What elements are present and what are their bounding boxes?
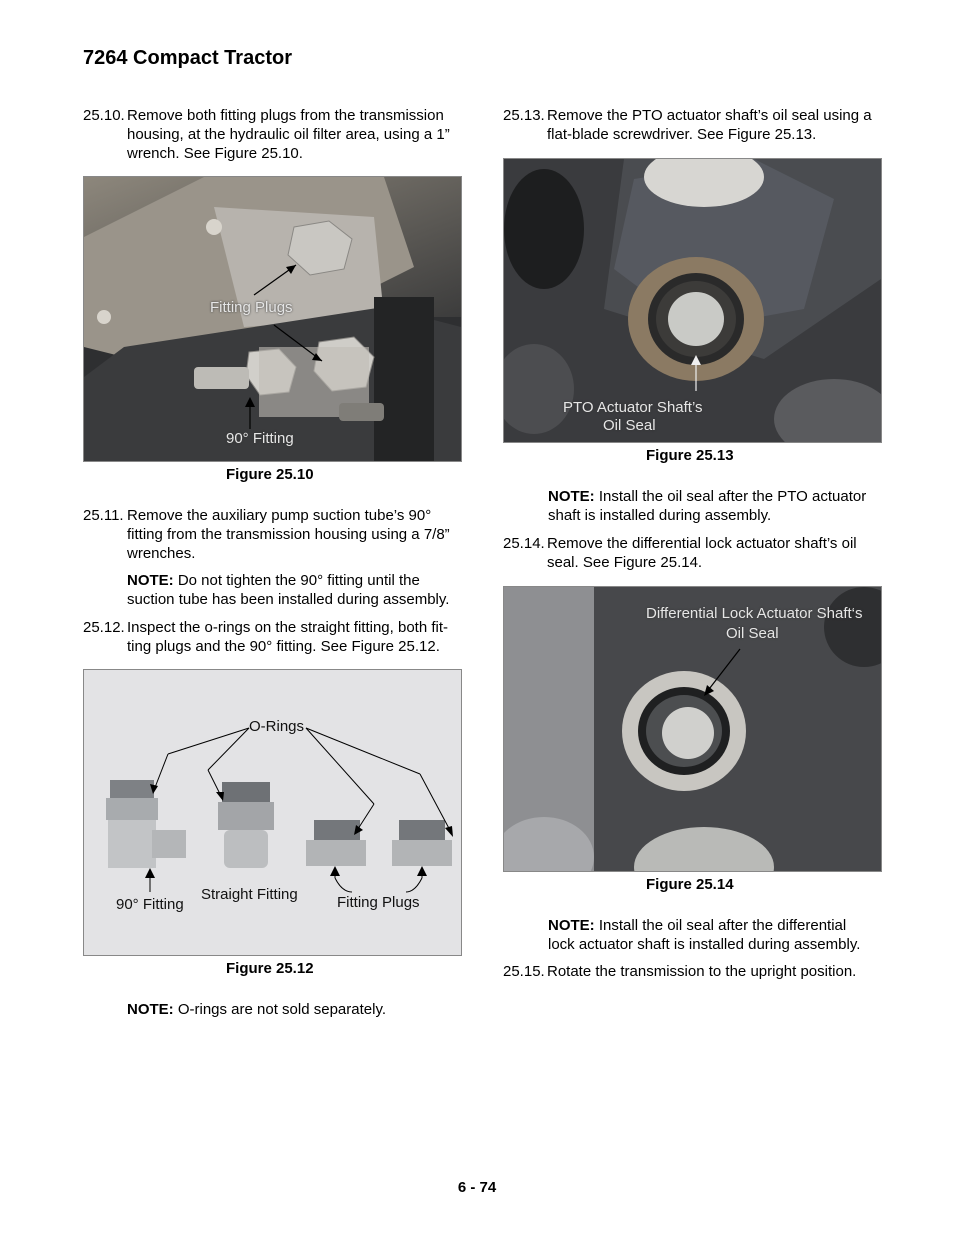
figure-label-straight-fitting: Straight Fitting [201,886,298,903]
figure-label-pto-shaft: PTO Actuator Shaft’s [563,399,703,416]
step-number: 25.10. [83,107,125,124]
note-25-11 [127,571,472,609]
page-number: 6 - 74 [457,1179,497,1196]
figure-label-90-fitting: 90° Fitting [226,430,294,447]
step-text-line: Remove the differential lock actuator shaft’s oil [547,535,857,552]
note-label: NOTE: [548,488,595,505]
step-number: 25.11. [83,507,124,524]
step-text-line: Inspect the o-rings on the straight fitting, both fit- [127,619,449,636]
note-25-12 [127,1000,472,1019]
step-text-line: flat-blade screwdriver. See Figure 25.13. [547,126,817,143]
step-text-line: seal. See Figure 25.14. [547,554,703,571]
note-text-line: suction tube has been installed during assembly. [127,591,450,608]
figure-caption: Figure 25.10 [226,466,314,483]
step-25-11 [83,506,473,566]
figure-caption: Figure 25.14 [646,876,734,893]
step-text-line: Rotate the transmission to the upright position. [547,963,857,980]
step-number: 25.12. [83,619,125,636]
figure-label-fitting-plugs: Fitting Plugs [337,894,420,911]
step-number: 25.13. [503,107,545,124]
figure-label-o-rings: O-Rings [249,718,305,735]
step-25-12 [83,618,473,658]
note-25-14 [548,916,893,954]
step-number: 25.15. [503,963,545,980]
figure-25-14-photo [503,586,882,872]
step-25-13 [503,106,893,146]
figure-25-10-photo [83,176,462,462]
note-text-line: shaft is installed during assembly. [548,507,772,524]
note-text-line: Install the oil seal after the differential [598,917,847,934]
figure-caption: Figure 25.13 [646,447,734,464]
step-text-line: Remove the PTO actuator shaft’s oil seal using a [547,107,872,124]
note-label: NOTE: [127,1001,174,1018]
step-25-14 [503,534,893,574]
note-text-line: O-rings are not sold separately. [177,1001,386,1018]
step-text-line: housing, at the hydraulic oil filter area, using a 1” [127,126,450,143]
note-25-13 [548,487,893,525]
figure-label-90-fitting: 90° Fitting [116,896,184,913]
step-25-10 [83,106,473,166]
figure-label-fitting-plugs: Fitting Plugs [210,299,293,316]
figure-label-diff-lock-shaft: Differential Lock Actuator Shaft‘s [646,605,863,622]
note-label: NOTE: [127,572,174,589]
figure-25-13-photo [503,158,882,443]
step-text-line: ting plugs and the 90° fitting. See Figure 25.12. [127,638,440,655]
figure-caption: Figure 25.12 [226,960,314,977]
step-25-15 [503,962,893,982]
step-text-line: wrenches. [127,545,196,562]
page-title: 7264 Compact Tractor [83,47,292,69]
step-text-line: wrench. See Figure 25.10. [127,145,303,162]
note-label: NOTE: [548,917,595,934]
note-text-line: Install the oil seal after the PTO actuator [598,488,867,505]
note-text-line: lock actuator shaft is installed during assembly. [548,936,861,953]
note-text-line: Do not tighten the 90° fitting until the [177,572,420,589]
step-number: 25.14. [503,535,545,552]
step-text-line: Remove both fitting plugs from the transmission [127,107,444,124]
figure-label-oil-seal: Oil Seal [726,625,779,642]
figure-label-oil-seal: Oil Seal [603,417,656,434]
figure-25-12-photo [83,669,462,956]
step-text-line: Remove the auxiliary pump suction tube’s 90° [127,507,432,524]
step-text-line: fitting from the transmission housing using a 7/8” [127,526,450,543]
